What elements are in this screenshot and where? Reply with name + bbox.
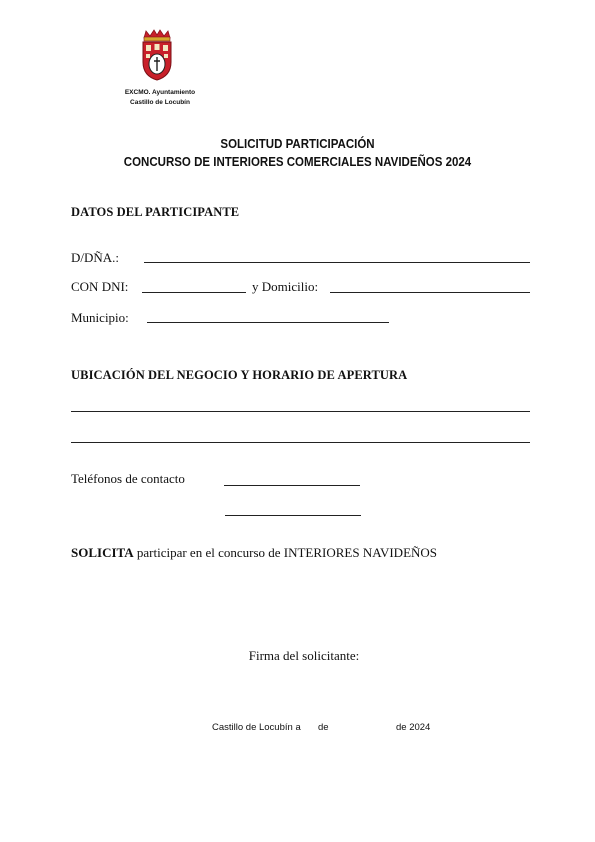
business-location-line-2[interactable] — [71, 442, 530, 443]
dni-field-line[interactable] — [142, 292, 246, 293]
name-label: D/DÑA.: — [71, 250, 120, 265]
organization-name: EXCMO. Ayuntamiento — [124, 89, 196, 96]
request-statement — [71, 545, 437, 561]
organization-town: Castillo de Locubín — [130, 99, 190, 106]
request-text: participar en el concurso de INTERIORES NAVIDEÑOS — [133, 545, 438, 560]
participant-heading: DATOS DEL PARTICIPANTE — [71, 205, 240, 219]
business-location-line-1[interactable] — [71, 411, 530, 412]
document-subtitle: CONCURSO DE INTERIORES COMERCIALES NAVIDEÑOS 2024 — [123, 155, 472, 169]
request-bold: SOLICITA — [71, 545, 134, 560]
municipality-field-line[interactable] — [147, 322, 389, 323]
signature-label: Firma del solicitante: — [248, 648, 360, 663]
address-field-line[interactable] — [330, 292, 530, 293]
phone-field-line-2[interactable] — [225, 515, 361, 516]
dni-label: CON DNI: — [71, 279, 129, 294]
municipality-label: Municipio: — [71, 310, 129, 325]
phone-label: Teléfonos de contacto — [71, 471, 185, 486]
document-title: SOLICITUD PARTICIPACIÓN — [220, 137, 375, 151]
date-place: Castillo de Locubín a — [212, 722, 301, 733]
coat-of-arms-icon — [140, 28, 174, 82]
date-de-1: de — [318, 722, 329, 733]
phone-field-line-1[interactable] — [224, 485, 360, 486]
business-heading: UBICACIÓN DEL NEGOCIO Y HORARIO DE APERTURA — [71, 368, 408, 382]
date-de-2: de 2024 — [396, 722, 431, 733]
name-field-line[interactable] — [144, 262, 530, 263]
address-label: y Domicilio: — [252, 279, 319, 294]
